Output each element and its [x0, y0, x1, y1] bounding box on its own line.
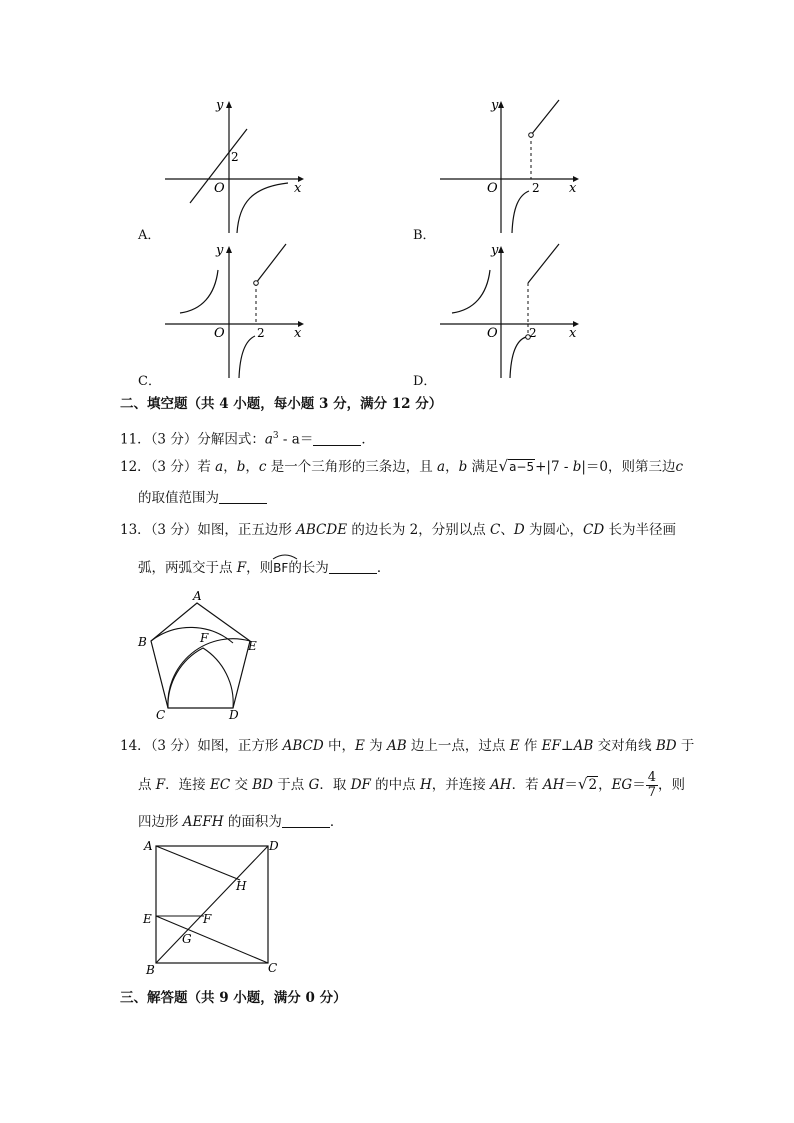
q14-var: F — [155, 777, 166, 793]
q13-text: 的边长为 2，分别以点 — [347, 522, 491, 538]
y-label: y — [491, 243, 499, 258]
q14-text: 交对角线 — [593, 738, 656, 754]
q14-var: BD — [252, 777, 273, 793]
graph-a — [160, 95, 310, 235]
q14-var: EC — [209, 777, 231, 793]
line-piece — [256, 244, 286, 283]
graph-d-svg — [435, 240, 585, 380]
label-h: H — [236, 879, 247, 893]
q14-text: 中， — [323, 738, 355, 754]
q13-var: D — [513, 522, 525, 538]
q14-text: 于点 — [273, 777, 309, 793]
label-b: B — [138, 635, 147, 649]
q12-var: a — [215, 459, 224, 475]
q12-number: 12． — [120, 459, 151, 475]
x-label: x — [569, 326, 577, 341]
graph-d — [435, 240, 585, 380]
q14-var: AH — [490, 777, 512, 793]
q12-var: b — [236, 459, 246, 475]
label-b: B — [146, 963, 155, 977]
q14-var: E — [355, 738, 365, 754]
q12-var: c — [675, 459, 684, 475]
arc-notation — [273, 558, 288, 578]
q11-points: （3 分） — [150, 431, 198, 448]
arc-name: BF — [273, 561, 289, 575]
fraction — [646, 771, 658, 800]
q14-var: AH — [542, 777, 565, 793]
q12-var: b — [572, 459, 582, 475]
q12-text: +|7 - — [535, 459, 573, 475]
q14-text: ＝ — [564, 777, 578, 793]
q14-text: ．若 — [511, 777, 543, 793]
q12-var: a — [437, 459, 446, 475]
q12-text: 满足 — [467, 459, 499, 475]
q13-var: CD — [583, 522, 605, 538]
origin-label: O — [214, 326, 225, 341]
sqrt-radicand: a−5 — [509, 460, 535, 474]
y-axis-arrow — [498, 246, 504, 253]
q14-text: 的面积为 — [223, 814, 282, 830]
line-piece — [531, 100, 559, 135]
pentagon-svg — [130, 588, 270, 723]
x-label: x — [569, 181, 577, 196]
q11-number: 11． — [120, 431, 151, 448]
arc-symbol — [272, 554, 298, 560]
q12-var: c — [258, 459, 267, 475]
graph-c-svg — [160, 240, 310, 380]
sqrt-expression: √2 — [577, 775, 598, 793]
q14-var: EG — [611, 777, 633, 793]
option-d-label: D． — [413, 374, 437, 389]
x-label: x — [294, 326, 302, 341]
curve-piece — [510, 337, 526, 378]
q13-punct: 、 — [500, 522, 514, 538]
sqrt-expression: √a−5 — [498, 457, 535, 475]
section-3-heading: 三、解答题（共 9 小题，满分 0 分） — [120, 990, 347, 1006]
q14-var: H — [419, 777, 432, 793]
q14-text: ，则 — [658, 777, 685, 793]
q13-text: 如图，正五边形 — [197, 522, 297, 538]
q13-text: 的长为 — [288, 560, 329, 576]
question-13 — [120, 520, 676, 540]
q14-text: 于 — [676, 738, 695, 754]
label-f: F — [200, 631, 209, 645]
label-f: F — [203, 912, 212, 926]
y-label: y — [216, 243, 224, 258]
question-14-line-2 — [138, 770, 685, 800]
q13-text: 弧，两弧交于点 — [138, 560, 237, 576]
label-c: C — [268, 961, 278, 975]
q14-var: BD — [655, 738, 677, 754]
q12-text: |＝0，则第三边 — [581, 459, 676, 475]
pentagon — [151, 603, 250, 708]
arc-centered-d — [168, 639, 250, 708]
square-svg — [138, 836, 288, 976]
q14-text: 作 — [519, 738, 542, 754]
q14-text: 交 — [230, 777, 253, 793]
fraction-denominator: 7 — [647, 785, 656, 800]
segment-ec — [156, 916, 268, 963]
question-14-line-3 — [138, 812, 343, 832]
q14-end: ． — [329, 814, 344, 830]
q13-var: F — [236, 560, 247, 576]
q14-var: EF — [541, 738, 561, 754]
label-e: E — [248, 639, 257, 653]
q13-var: C — [490, 522, 501, 538]
diagonal-bd — [156, 846, 268, 963]
sqrt-radicand: 2 — [588, 777, 598, 793]
answer-blank[interactable] — [313, 431, 361, 446]
q13-var: ABCDE — [296, 522, 348, 538]
curve-piece — [512, 191, 529, 233]
tick-2-label: 2 — [529, 326, 537, 340]
tick-2-label: 2 — [532, 181, 540, 195]
q12-var: b — [458, 459, 468, 475]
q14-text: 的中点 — [370, 777, 420, 793]
option-c-label: C． — [138, 374, 161, 389]
q12-text: 的取值范围为 — [138, 490, 219, 506]
curve-left — [180, 270, 218, 313]
graph-a-svg — [160, 95, 310, 235]
q14-text: 如图，正方形 — [197, 738, 283, 754]
q11-exponent: 3 — [272, 431, 279, 441]
origin-label: O — [487, 181, 498, 196]
y-axis-arrow — [226, 101, 232, 108]
q14-var: AEFH — [182, 814, 224, 830]
label-d: D — [229, 708, 239, 722]
q14-var: ABCD — [282, 738, 324, 754]
q12-punct: ， — [223, 459, 237, 475]
hyperbola-branch — [237, 183, 288, 233]
x-label: x — [294, 181, 302, 196]
q14-var: AB — [386, 738, 407, 754]
answer-blank[interactable] — [219, 489, 267, 504]
label-g: G — [182, 932, 192, 946]
option-b-label: B． — [413, 228, 436, 243]
label-c: C — [156, 708, 166, 722]
graph-b — [435, 95, 585, 235]
q14-var: DF — [350, 777, 371, 793]
line-piece — [528, 244, 559, 283]
q14-number: 14． — [120, 738, 151, 754]
origin-label: O — [214, 181, 225, 196]
q13-text: 为圆心， — [524, 522, 583, 538]
graph-b-svg — [435, 95, 585, 235]
q12-punct: ， — [245, 459, 259, 475]
q14-text: ，并连接 — [431, 777, 491, 793]
q11-text: 分解因式： — [197, 431, 265, 448]
q14-text: ＝ — [632, 777, 646, 793]
q14-var: AB — [573, 738, 594, 754]
segment-ah — [156, 846, 240, 880]
q13-end: ． — [376, 560, 391, 576]
y-label: y — [216, 98, 224, 113]
question-11 — [120, 426, 375, 450]
question-13-line-2 — [138, 558, 390, 578]
fraction-numerator: 4 — [647, 770, 656, 785]
origin-label: O — [487, 326, 498, 341]
question-12-line-2 — [138, 488, 267, 508]
q14-text: ， — [598, 777, 612, 793]
curve-piece — [239, 336, 255, 378]
q14-text: 边上一点，过点 — [406, 738, 510, 754]
label-e: E — [143, 912, 152, 926]
pentagon-figure — [130, 588, 270, 723]
q14-text: ．取 — [319, 777, 351, 793]
open-point — [529, 133, 534, 138]
graph-c — [160, 240, 310, 380]
q14-text: 四边形 — [138, 814, 183, 830]
question-14 — [120, 736, 694, 756]
q11-end: ． — [361, 431, 375, 448]
label-a: A — [193, 589, 202, 603]
section-2-heading: 二、填空题（共 4 小题，每小题 3 分，满分 12 分） — [120, 396, 443, 412]
y-axis-arrow — [226, 246, 232, 253]
q14-text: 为 — [364, 738, 387, 754]
q14-text: ．连接 — [165, 777, 210, 793]
q13-points: （3 分） — [150, 522, 198, 538]
q12-text: 若 — [197, 459, 216, 475]
q14-text: 点 — [138, 777, 156, 793]
q11-expr-rest: - a＝ — [278, 431, 314, 448]
y-axis-arrow — [498, 101, 504, 108]
question-12 — [120, 456, 683, 477]
arc-centered-c — [151, 627, 233, 643]
label-d: D — [269, 839, 279, 853]
q14-var: E — [509, 738, 520, 754]
curve-left — [452, 270, 490, 313]
q14-points: （3 分） — [150, 738, 198, 754]
tick-2-label: 2 — [257, 326, 265, 340]
square-figure — [138, 836, 288, 976]
perpendicular-symbol: ⊥ — [560, 738, 574, 754]
answer-blank[interactable] — [282, 813, 330, 828]
answer-blank[interactable] — [329, 559, 377, 574]
y-label: y — [491, 98, 499, 113]
q11-expr-a: a — [264, 431, 273, 448]
q12-text: 是一个三角形的三条边，且 — [266, 459, 437, 475]
option-a-label: A． — [138, 228, 161, 243]
intercept-label: 2 — [231, 150, 239, 164]
arc-left-semi — [168, 648, 233, 708]
q13-text: 长为半径画 — [604, 522, 676, 538]
q12-punct: ， — [445, 459, 459, 475]
q13-text: ，则 — [246, 560, 274, 576]
q13-number: 13． — [120, 522, 151, 538]
label-a: A — [144, 839, 153, 853]
q14-var: G — [308, 777, 320, 793]
open-point — [254, 281, 259, 286]
q12-points: （3 分） — [150, 459, 198, 475]
